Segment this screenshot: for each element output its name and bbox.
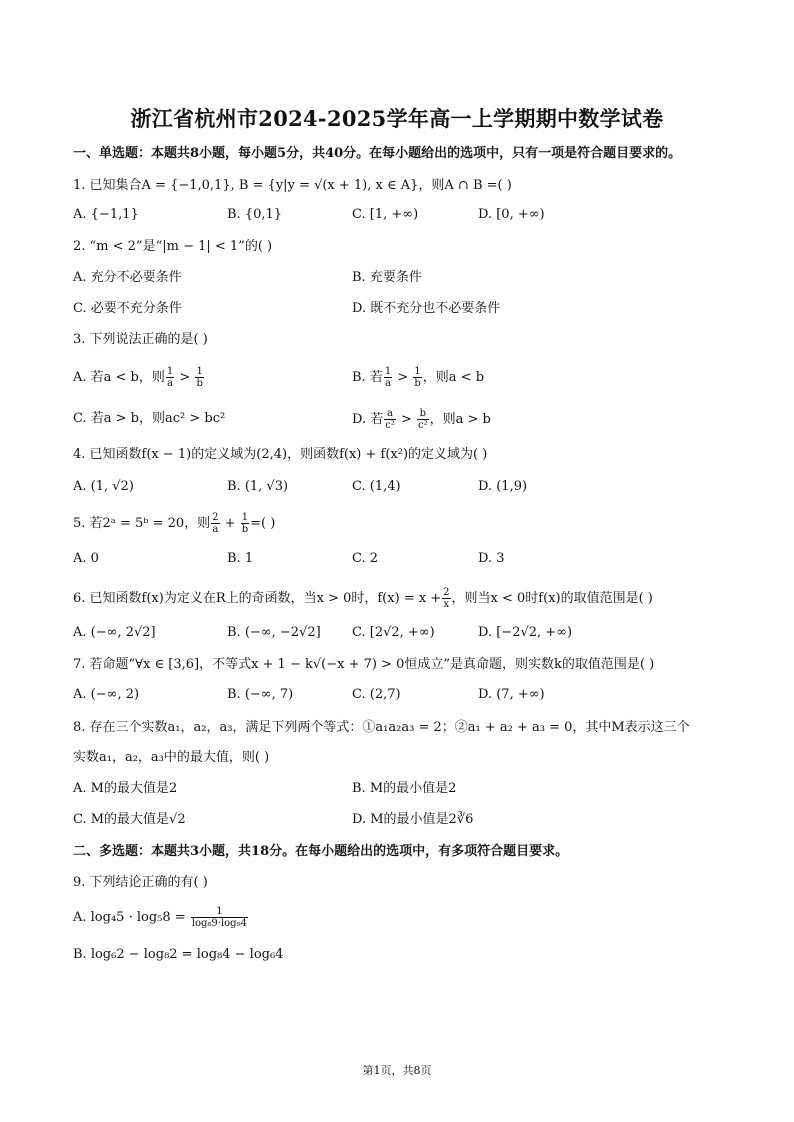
fraction-denominator: a <box>167 378 174 389</box>
question-3-option-d-suffix: ，则a > b <box>429 412 491 427</box>
question-6-option-d: D. [−2√2, +∞) <box>478 625 573 640</box>
fraction-denominator: a <box>212 524 219 535</box>
fraction-denominator: b <box>241 524 249 535</box>
fraction <box>241 512 249 535</box>
question-8-stem-line-1: 8. 存在三个实数a₁，a₂，a₃，满足下列两个等式：①a₁a₂a₃ = 2；②a₁ + a₂ + a₃ = 0，其中M表示这三个 <box>73 720 690 735</box>
question-3-option-d <box>352 408 491 431</box>
fraction <box>442 587 450 610</box>
fraction-numerator: 1 <box>191 906 248 918</box>
fraction-numerator: 1 <box>241 512 249 523</box>
fraction <box>195 366 203 389</box>
question-6-option-a: A. (−∞, 2√2] <box>73 625 156 640</box>
fraction-numerator: 2 <box>212 512 219 523</box>
fraction <box>417 408 429 431</box>
fraction <box>384 366 392 389</box>
question-5-stem-suffix: =( ) <box>250 516 276 531</box>
inequality-sign: > <box>396 412 417 427</box>
question-2-option-c: C. 必要不充分条件 <box>73 301 182 316</box>
question-9-option-a-prefix: A. log₄5 · log₅8 = <box>73 910 186 925</box>
section-multiple-choice-heading: 二、多选题：本题共3小题，共18分。在每小题给出的选项中，有多项符合题目要求。 <box>73 844 569 859</box>
question-5-option-d: D. 3 <box>478 551 505 566</box>
question-7-option-a: A. (−∞, 2) <box>73 687 140 702</box>
fraction-numerator: a <box>384 408 396 420</box>
fraction-denominator: x <box>443 599 450 610</box>
question-9-stem: 9. 下列结论正确的有( ) <box>73 875 208 890</box>
question-1-option-b: B. {0,1} <box>227 207 283 222</box>
section-single-choice-heading: 一、单选题：本题共8小题，每小题5分，共40分。在每小题给出的选项中，只有一项是符合题目要求的。 <box>73 146 682 161</box>
fraction-numerator: 1 <box>384 366 392 377</box>
fraction <box>211 512 219 535</box>
question-9-option-b: B. log₆2 − log₈2 = log₈4 − log₆4 <box>73 947 284 962</box>
fraction-denominator: c² <box>385 420 395 431</box>
question-5-stem-prefix: 5. 若2ᵃ = 5ᵇ = 20，则 <box>73 516 211 531</box>
question-8-option-b: B. M的最小值是2 <box>352 781 457 796</box>
fraction <box>191 906 248 929</box>
page-footer: 第1页，共8页 <box>362 1064 432 1077</box>
question-5-stem <box>73 512 275 535</box>
fraction-denominator: c² <box>418 420 428 431</box>
question-1-option-c: C. [1, +∞) <box>352 207 419 222</box>
question-8-stem-line-2: 实数a₁，a₂，a₃中的最大值，则( ) <box>73 750 270 765</box>
question-9-option-a <box>73 906 249 929</box>
fraction <box>166 366 174 389</box>
question-8-option-c: C. M的最大值是√2 <box>73 812 186 827</box>
question-4-option-a: A. (1, √2) <box>73 479 134 494</box>
question-1-option-d: D. [0, +∞) <box>478 207 545 222</box>
question-6-option-c: C. [2√2, +∞) <box>352 625 435 640</box>
question-5-option-a: A. 0 <box>73 551 99 566</box>
question-7-stem: 7. 若命题“∀x ∈ [3,6]，不等式x + 1 − k√(−x + 7) > 0恒成立”是真命题，则实数k的取值范围是( ) <box>73 657 655 672</box>
question-6-stem-prefix: 6. 已知函数f(x)为定义在R上的奇函数，当x > 0时，f(x) = x + <box>73 591 442 606</box>
question-6-option-b: B. (−∞, −2√2] <box>227 625 321 640</box>
fraction-numerator: b <box>417 408 429 420</box>
question-6-stem <box>73 587 653 610</box>
question-3-option-b-suffix: ，则a < b <box>422 370 485 385</box>
question-5-option-c: C. 2 <box>352 551 379 566</box>
question-2-option-b: B. 充要条件 <box>352 270 422 285</box>
plus-sign: + <box>220 516 240 531</box>
fraction-denominator: b <box>196 378 203 389</box>
fraction-denominator: b <box>414 378 421 389</box>
question-2-option-a: A. 充分不必要条件 <box>73 270 182 285</box>
question-1-option-a: A. {−1,1} <box>73 207 139 222</box>
question-8-option-a: A. M的最大值是2 <box>73 781 178 796</box>
fraction-denominator: log₈9·log₉4 <box>191 918 247 929</box>
question-8-option-d: D. M的最小值是2∛6 <box>352 812 474 827</box>
question-2-option-d: D. 既不充分也不必要条件 <box>352 301 501 316</box>
inequality-sign: > <box>175 370 195 385</box>
question-3-option-a <box>73 366 205 389</box>
question-3-option-d-prefix: D. 若 <box>352 412 384 427</box>
question-7-option-c: C. (2,7) <box>352 687 401 702</box>
question-3-option-a-prefix: A. 若a < b，则 <box>73 370 165 385</box>
question-2-stem: 2. “m < 2”是“|m − 1| < 1”的( ) <box>73 239 273 254</box>
question-3-option-b-prefix: B. 若 <box>352 370 383 385</box>
fraction <box>413 366 421 389</box>
fraction <box>384 408 396 431</box>
question-4-stem: 4. 已知函数f(x − 1)的定义域为(2,4)，则函数f(x) + f(x²)的定义域为( ) <box>73 447 488 462</box>
page-title: 浙江省杭州市2024-2025学年高一上学期期中数学试卷 <box>130 106 664 131</box>
fraction-numerator: 1 <box>414 366 421 377</box>
question-6-stem-suffix: ，则当x < 0时f(x)的取值范围是( ) <box>451 591 653 606</box>
fraction-denominator: a <box>385 378 391 389</box>
question-7-option-b: B. (−∞, 7) <box>227 687 294 702</box>
question-4-option-c: C. (1,4) <box>352 479 401 494</box>
fraction-numerator: 2 <box>443 587 450 598</box>
question-7-option-d: D. (7, +∞) <box>478 687 545 702</box>
question-3-option-b <box>352 366 484 389</box>
question-3-stem: 3. 下列说法正确的是( ) <box>73 332 208 347</box>
fraction-numerator: 1 <box>166 366 174 377</box>
question-4-option-b: B. (1, √3) <box>227 479 289 494</box>
fraction-numerator: 1 <box>196 366 203 377</box>
inequality-sign: > <box>393 370 413 385</box>
question-4-option-d: D. (1,9) <box>478 479 528 494</box>
question-3-option-c: C. 若a > b，则ac² > bc² <box>73 411 226 426</box>
question-1-stem: 1. 已知集合A = {−1,0,1}, B = {y|y = √(x + 1), x ∈ A}，则A ∩ B =( ) <box>73 178 512 193</box>
question-5-option-b: B. 1 <box>227 551 254 566</box>
